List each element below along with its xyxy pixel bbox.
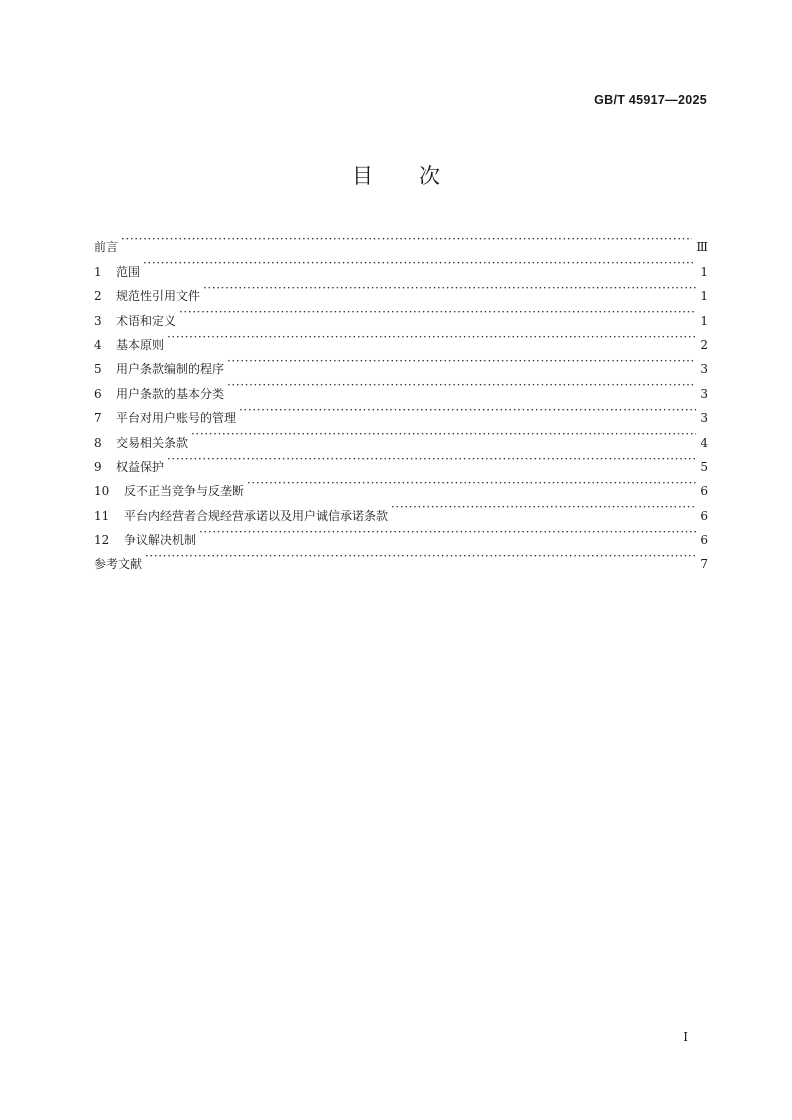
page-number: I: [683, 1030, 688, 1044]
page-title: [0, 160, 792, 190]
toc-page: 1: [700, 264, 708, 279]
toc-label: 参考文献: [94, 557, 143, 572]
toc-leader: [167, 447, 696, 471]
toc-number: 3: [94, 313, 102, 328]
toc-entry-2[interactable]: [94, 276, 708, 304]
title-char-2: 次: [419, 164, 440, 188]
toc-number: 6: [94, 386, 102, 401]
toc-number: 10: [94, 484, 110, 499]
toc-label: 范围: [116, 264, 141, 279]
toc-leader: [227, 373, 696, 397]
toc-number: 4: [94, 337, 102, 352]
toc-page: 5: [700, 459, 708, 474]
toc-number: 5: [94, 362, 102, 377]
toc-page: 2: [700, 337, 708, 352]
toc-leader: [191, 422, 696, 446]
toc-page: 4: [700, 435, 708, 450]
toc-page: 1: [700, 289, 708, 304]
standard-code: GB/T 45917—2025: [594, 93, 707, 107]
toc-number: 7: [94, 411, 102, 426]
toc-entry-5[interactable]: [94, 349, 708, 377]
toc-leader: [203, 276, 696, 300]
toc-entry-10[interactable]: [94, 471, 708, 499]
toc-entry-foreword[interactable]: [94, 227, 708, 255]
toc-label: 规范性引用文件: [116, 289, 201, 304]
toc-label: 权益保护: [116, 459, 165, 474]
toc-number: 9: [94, 459, 102, 474]
toc-leader: [121, 227, 692, 251]
toc-entry-references[interactable]: [94, 544, 708, 572]
toc-label: 交易相关条款: [116, 435, 189, 450]
title-char-1: 目: [352, 164, 373, 188]
toc-page: Ⅲ: [696, 240, 708, 255]
toc-label: 平台对用户账号的管理: [116, 411, 237, 426]
toc-leader: [239, 398, 696, 422]
toc-page: 7: [700, 557, 708, 572]
toc-number: 1: [94, 264, 102, 279]
toc-label: 基本原则: [116, 337, 165, 352]
toc-page: 1: [700, 313, 708, 328]
table-of-contents: [94, 227, 708, 572]
toc-leader: [145, 544, 696, 568]
toc-number: 11: [94, 508, 110, 523]
toc-leader: [227, 349, 696, 373]
toc-leader: [167, 325, 696, 349]
toc-leader: [391, 495, 696, 519]
toc-label: 前言: [94, 240, 119, 255]
toc-page: 6: [700, 484, 708, 499]
toc-label: 争议解决机制: [124, 533, 197, 548]
toc-page: 3: [700, 362, 708, 377]
toc-entry-1[interactable]: [94, 251, 708, 279]
toc-number: 12: [94, 533, 110, 548]
toc-leader: [143, 251, 696, 275]
toc-entry-3[interactable]: [94, 300, 708, 328]
toc-label: 用户条款编制的程序: [116, 362, 225, 377]
toc-label: 用户条款的基本分类: [116, 386, 225, 401]
toc-number: 2: [94, 289, 102, 304]
toc-leader: [247, 471, 696, 495]
toc-label: 平台内经营者合规经营承诺以及用户诚信承诺条款: [124, 508, 389, 523]
toc-page: 3: [700, 411, 708, 426]
toc-label: 反不正当竞争与反垄断: [124, 484, 245, 499]
toc-entry-9[interactable]: [94, 447, 708, 474]
toc-page: 6: [700, 508, 708, 523]
toc-label: 术语和定义: [116, 313, 177, 328]
toc-leader: [199, 520, 696, 544]
toc-entry-4[interactable]: [94, 325, 708, 352]
toc-number: 8: [94, 435, 102, 450]
toc-page: 6: [700, 533, 708, 548]
toc-page: 3: [700, 386, 708, 401]
toc-leader: [179, 300, 696, 324]
